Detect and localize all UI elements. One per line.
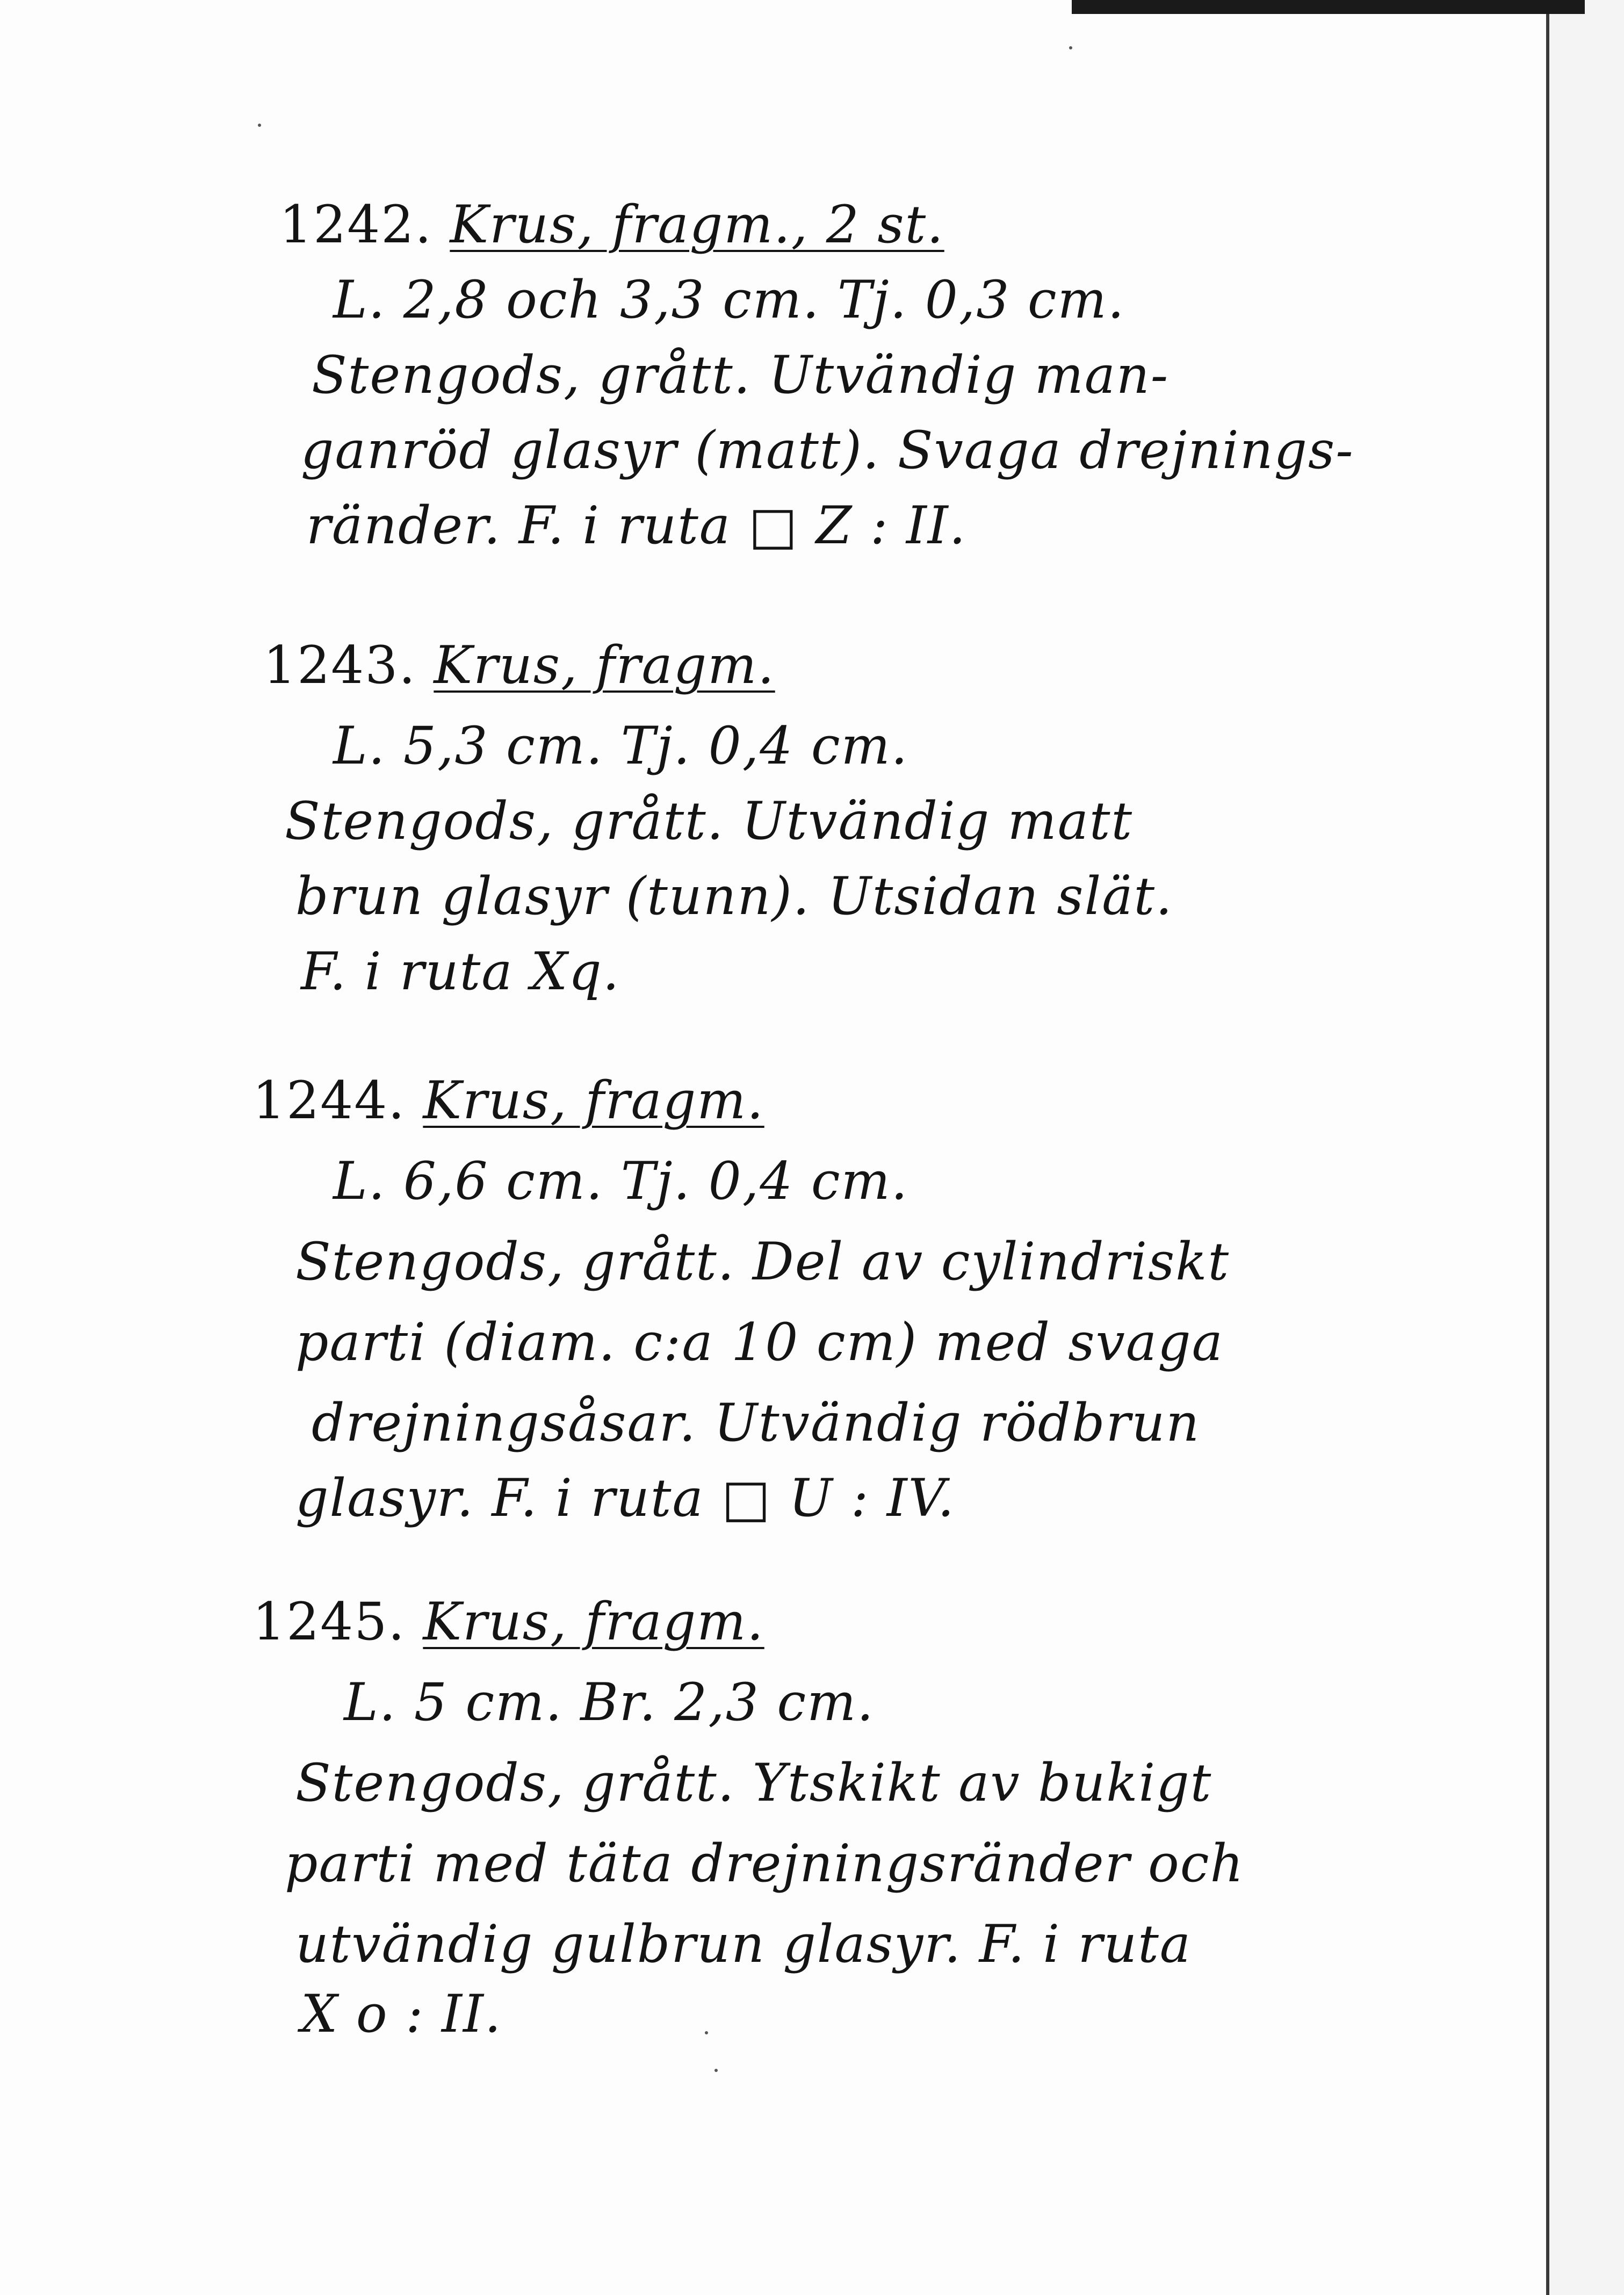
entry-number: 1242. (279, 195, 432, 255)
entry-line: F. i ruta Xq. (301, 941, 620, 1002)
scan-speck (714, 2069, 718, 2072)
entry-line: ganröd glasyr (matt). Svaga drejnings- (301, 420, 1354, 480)
entry-line: parti (diam. c:a 10 cm) med svaga (295, 1312, 1224, 1372)
entry-number: 1245. (252, 1592, 406, 1652)
scan-margin (1549, 0, 1624, 2295)
entry-line: Stengods, grått. Ytskikt av bukigt (295, 1753, 1212, 1813)
entry-line: L. 5 cm. Br. 2,3 cm. (344, 1672, 875, 1732)
entry-line: utvändig gulbrun glasyr. F. i ruta (295, 1914, 1192, 1974)
entry-title: Krus, fragm., 2 st. (450, 195, 944, 255)
entry-line: brun glasyr (tunn). Utsidan slät. (295, 866, 1173, 926)
entry-title: Krus, fragm. (423, 1592, 764, 1652)
entry-heading (252, 1592, 764, 1652)
entry-line: Stengods, grått. Utvändig matt (285, 791, 1134, 851)
entry-number: 1244. (252, 1070, 406, 1131)
entry-line: ränder. F. i ruta □ Z : II. (306, 495, 967, 556)
entry-line: drejningsåsar. Utvändig rödbrun (312, 1393, 1201, 1453)
entry-line: Stengods, grått. Utvändig man- (312, 345, 1170, 405)
entry-line: Stengods, grått. Del av cylindriskt (295, 1232, 1230, 1292)
scan-top-bar (1072, 0, 1585, 14)
scan-speck (258, 124, 261, 127)
entry-heading (252, 1070, 764, 1131)
entry-line: parti med täta drejningsränder och (285, 1833, 1245, 1894)
entry-title: Krus, fragm. (434, 635, 775, 695)
entry-heading (263, 635, 775, 695)
entry-line: X o : II. (301, 1984, 502, 2044)
scan-speck (1069, 46, 1072, 49)
entry-line: glasyr. F. i ruta □ U : IV. (295, 1468, 955, 1528)
entry-title: Krus, fragm. (423, 1070, 764, 1131)
scan-speck (705, 2031, 708, 2034)
entry-line: L. 5,3 cm. Tj. 0,4 cm. (333, 716, 909, 776)
entry-line: L. 2,8 och 3,3 cm. Tj. 0,3 cm. (333, 270, 1125, 330)
entry-number: 1243. (263, 635, 416, 695)
entry-line: L. 6,6 cm. Tj. 0,4 cm. (333, 1151, 909, 1211)
entry-heading (279, 195, 944, 255)
